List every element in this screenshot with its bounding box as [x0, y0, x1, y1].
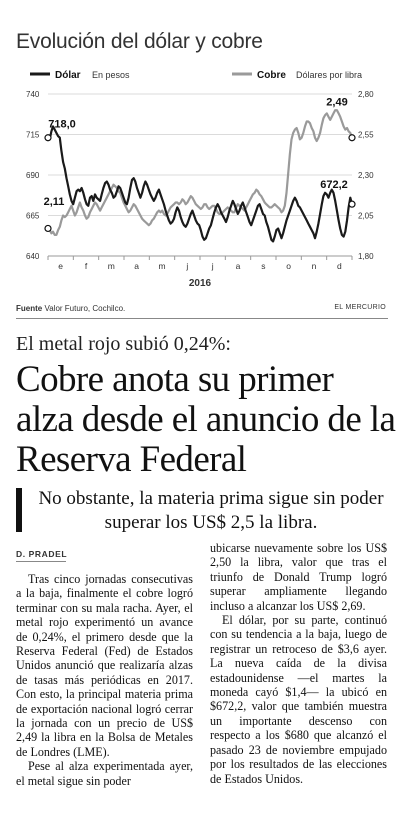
publisher-credit: EL MERCURIO — [334, 304, 386, 311]
month-label: j — [211, 261, 214, 271]
month-label: j — [186, 261, 189, 271]
chart-legend — [30, 70, 362, 81]
paragraph: Pese al alza experimentada ayer, el metal sigue sin poder — [16, 759, 193, 788]
month-label: a — [134, 261, 140, 271]
right-tick-label: 2,55 — [358, 130, 374, 140]
legend-cobre-name: Cobre — [257, 70, 286, 81]
series-line-cobre — [48, 110, 352, 235]
legend-cobre-unit: Dólares por libra — [296, 70, 363, 80]
paragraph: El dólar, por su parte, continuó con su tendencia a la baja, luego de registrar un retroceso de $3,6 ayer. La nueva caída de la divisa estadounidense —el martes la moneda cayó $1,4— la ubicó en $672,2, valor que también muestra un importante descenso con respecto a los $680 que alcanzó el pasado 23 de noviembre empujado por los resultados de las elecciones de Estados Unidos. — [210, 613, 387, 786]
subhead: No obstante, la materia prima sigue sin poder superar los US$ 2,5 la libra. — [38, 488, 384, 533]
article-column-left — [16, 572, 193, 788]
month-label: a — [235, 261, 241, 271]
article-column-right — [210, 541, 387, 786]
source-text: Valor Futuro, Cochilco. — [44, 304, 126, 313]
month-label: e — [58, 261, 64, 271]
legend-dolar-unit: En pesos — [92, 70, 130, 80]
month-label: m — [158, 261, 166, 271]
left-tick-label: 640 — [26, 252, 40, 261]
source-label: Fuente — [16, 304, 43, 313]
month-label: f — [84, 261, 88, 271]
marker-cobre-start — [45, 225, 51, 231]
left-tick-label: 665 — [26, 211, 40, 221]
left-tick-label: 690 — [26, 171, 40, 180]
right-tick-label: 1,80 — [358, 252, 374, 261]
paragraph: ubicarse nuevamente sobre los US$ 2,50 la libra, valor que tras el triunfo de Donald Trump logró superar ampliamente llegando incluso a alcanzar los US$ 2,69. — [210, 541, 387, 613]
annotation-dolar-last: 672,2 — [320, 178, 348, 191]
gridlines — [48, 94, 352, 256]
annotation-cobre-max: 2,49 — [326, 96, 348, 109]
divider — [16, 318, 388, 319]
year-label: 2016 — [188, 278, 212, 289]
month-label: m — [107, 261, 115, 271]
source-line — [16, 304, 125, 313]
marker-dolar-start — [45, 135, 51, 141]
right-tick-label: 2,05 — [358, 211, 374, 221]
paragraph: Tras cinco jornadas consecutivas a la baja, finalmente el cobre logró terminar con su mala racha. Ayer, el metal rojo experimentó un avance de 0,24%, el primero desde que la Reserva Federal (Fed) de Estados Unidos anunció que realizaría alzas de tasas más periódicas en 2017. Con esto, la principal materia prima de exportación nacional logró cerrar la jornada con un precio de US$ 2,49 la libra en la Bolsa de Metales de Londres (LME). — [16, 572, 193, 759]
left-tick-label: 715 — [26, 130, 40, 140]
marker-dolar-end — [349, 201, 355, 207]
marker-cobre-end — [349, 135, 355, 141]
dollar-copper-chart — [0, 70, 402, 295]
annotation-cobre-first: 2,11 — [43, 195, 65, 208]
annotation-dolar-max: 718,0 — [48, 118, 76, 131]
month-label: d — [336, 261, 342, 271]
right-tick-label: 2,80 — [358, 90, 374, 99]
headline: Cobre anota su primer alza desde el anuncio de la Reserva Federal — [16, 359, 396, 480]
series-layer — [48, 110, 352, 241]
chart-title: Evolución del dólar y cobre — [16, 30, 263, 53]
month-label: o — [286, 261, 292, 271]
byline: D. PRADEL — [16, 549, 68, 559]
legend-dolar-name: Dólar — [55, 70, 81, 81]
right-tick-label: 2,30 — [358, 171, 374, 180]
month-label: s — [261, 261, 266, 271]
byline-rule — [16, 561, 66, 562]
kicker: El metal rojo subió 0,24%: — [16, 333, 231, 355]
month-label: n — [311, 261, 317, 271]
series-line-dolar — [48, 126, 352, 241]
subhead-bar — [16, 488, 22, 532]
left-tick-label: 740 — [26, 90, 40, 99]
